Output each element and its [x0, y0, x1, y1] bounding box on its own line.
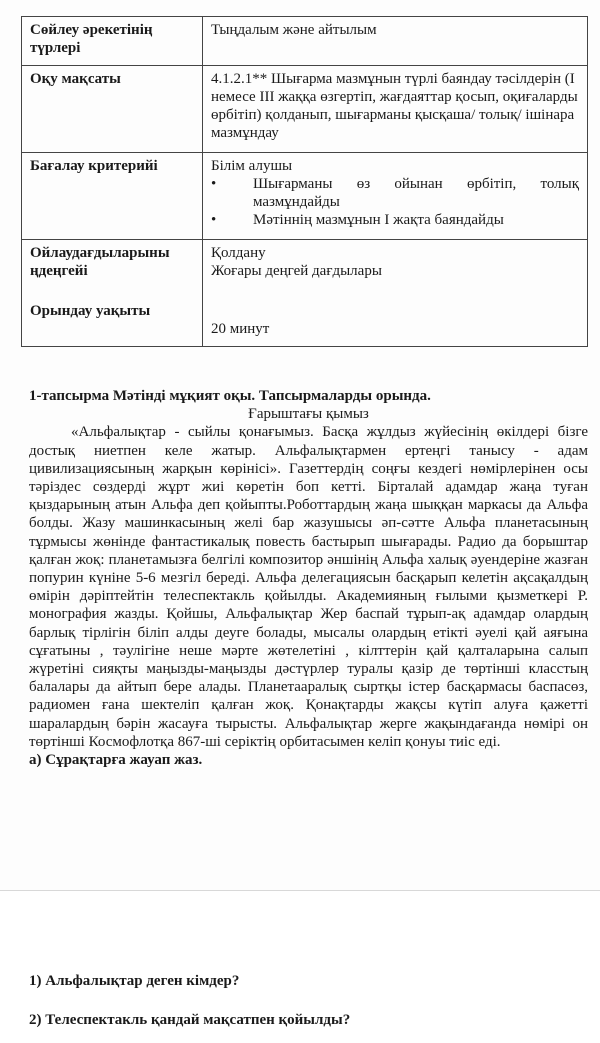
table-row	[22, 17, 588, 66]
speech-types-value: Тыңдалым және айтылым	[203, 17, 588, 66]
story-title: Ғарыштағы қымыз	[248, 406, 369, 423]
criteria-bullet-text: Шығарманы өз ойынан өрбітіп, толық мазмұндайды	[253, 176, 579, 210]
objective-value: 4.1.2.1** Шығарма мазмұнын түрлі баяндау тәсілдерін (І немесе ІІІ жаққа өзгертіп, жағдаяттар қосып, оқиғаларды өрбітіп) қолданып, шығарманы қысқаша/ толық/ ішінара мазмұндау	[203, 66, 588, 153]
criteria-cell	[203, 153, 588, 240]
question-2: 2) Телеспектакль қандай мақсатпен қойылды?	[29, 1012, 351, 1028]
table-row	[22, 66, 588, 153]
lesson-info-table	[21, 16, 588, 347]
criteria-label: Бағалау критерийі	[22, 153, 203, 240]
table-row	[22, 240, 588, 347]
question-1: 1) Альфалықтар деген кімдер?	[29, 973, 240, 989]
table-row	[22, 153, 588, 240]
thinking-time-labels	[22, 240, 203, 347]
task-section	[29, 387, 588, 769]
criteria-bullet	[211, 175, 579, 211]
thinking-level-label: Ойлаудағдыларыны ңдеңгейі	[30, 245, 170, 279]
thinking-level-value-2: Жоғары деңгей дағдылары	[211, 263, 382, 279]
story-text: «Альфалықтар - сыйлы қонағымыз. Басқа жұлдыз жүйесінің өкілдері бізге достық ниетпен келе жатыр. Альфалықтармен ертеңгі танысу - адам цивилизациясының жарқын көрінісі». Газеттердің соңғы кездегі нөмірлерінен осы тәріздес сөздерді жұрт жиі көретін боп кетті. Бірталай адамдар жаңа туған қыздарының атын Альфа деп қойыпты.Роботтардың жаңа шыққан маркасы да Альфа болды. Жазу машинкасының желі бар жазушысы әп-сәтте Альфа планетасының тұрмысы жөнінде фантастикалық повесть бастырып шығарады. Радио да борыштар қалған жоқ: планетамызға белгілі композитор әншінің Альфа халық әуендеріне жазған попурин күніне 5-6 мезгіл береді. Альфа делегациясын басқарып келетін ақсақалдың өмірін дәріптейтін телеспектакль қойылды. Академияның ғылыми қызметкері Р. монография жазды. Қойшы, Альфалықтар Жер баспай тұрып-ақ адамдар олардың барлық тірлігін біліп алды деуге болады, мысалы олардың етікті әуелі қай аяғына сұғатыны , тәулігіне неше мәрте жөтелетіні , кілттерін қай қалталарына салып жүретіні сияқты маңызды-маңызды дәстүрлер туралы қазір де төртінші класстың балалары да айтып бере алады. Планетааралық сыртқы істер басқармасы баспасөз, радиомен ғана шектеліп қалған жоқ. Қонақтарды жақсы күтіп алуға қажетті шаралардың бәрін жасауға тырысты. Альфалықтар жерге жақындағанда нөмірі он төртінші Космофлотқа 867-ші серіктің орбитасымен келіп қонуы тиіс еді.	[29, 424, 588, 750]
thinking-time-values	[203, 240, 588, 347]
bullet-icon: •	[211, 212, 217, 228]
speech-types-label: Сөйлеу әрекетінің түрлері	[22, 17, 203, 66]
bullet-icon: •	[211, 176, 217, 192]
page-divider	[0, 890, 600, 891]
criteria-bullet-text: Мәтіннің мазмұнын І жақта баяндайды	[253, 212, 504, 228]
task-title: 1-тапсырма Мәтінді мұқият оқы. Тапсырмаларды орында.	[29, 388, 431, 404]
criteria-intro: Білім алушы	[211, 158, 293, 174]
subtask-heading: а) Сұрақтарға жауап жаз.	[29, 752, 203, 769]
objective-label: Оқу мақсаты	[22, 66, 203, 153]
time-value: 20 минут	[211, 321, 270, 337]
criteria-bullet	[211, 211, 579, 229]
time-label: Орындау уақыты	[30, 303, 151, 319]
thinking-level-value-1: Қолдану	[211, 245, 266, 261]
